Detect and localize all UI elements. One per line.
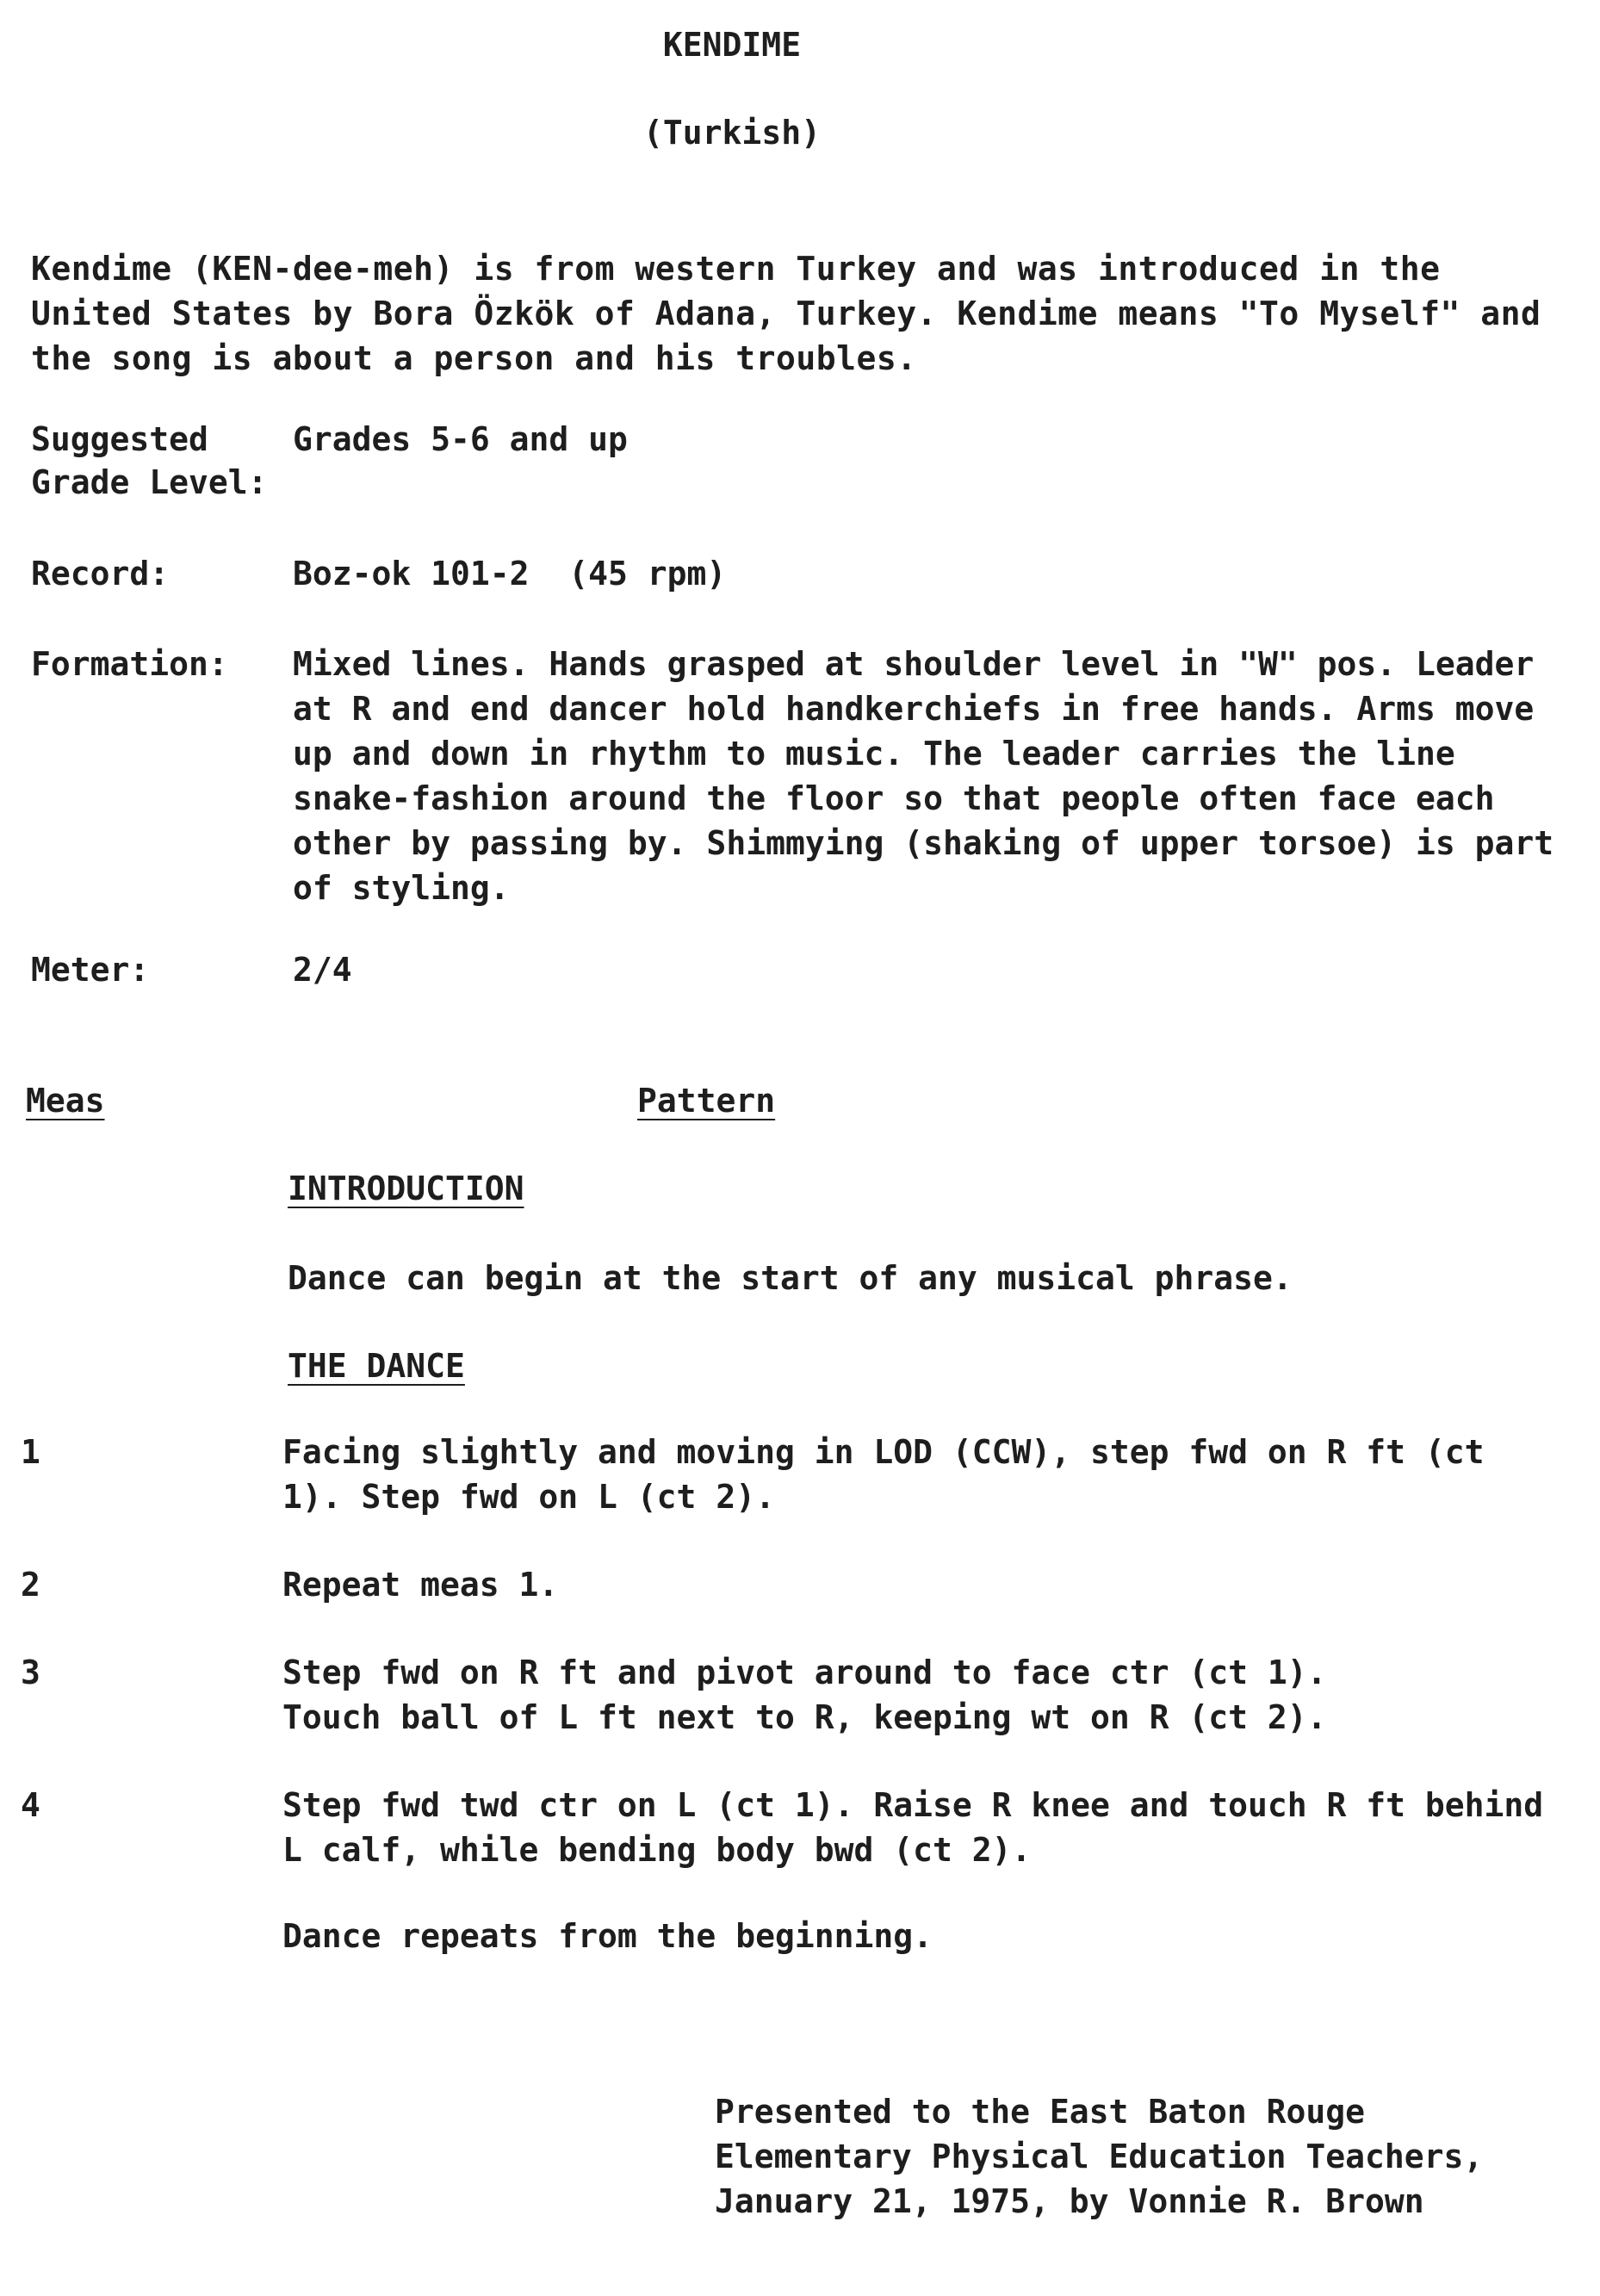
meter-label: Meter: — [31, 951, 150, 989]
step-2-meas: 2 — [21, 1566, 40, 1604]
closing-text: Dance repeats from the beginning. — [282, 1917, 933, 1955]
step-1-text: Facing slightly and moving in LOD (CCW), step fwd on R ft (ct 1). Step fwd on L (ct 2). — [282, 1433, 1485, 1516]
grade-label-line2: Grade Level: — [31, 463, 268, 501]
step-1-meas: 1 — [21, 1433, 40, 1471]
step-4-meas: 4 — [21, 1786, 40, 1824]
step-2-text: Repeat meas 1. — [282, 1566, 559, 1604]
introduction-text: Dance can begin at the start of any musical phrase. — [288, 1259, 1293, 1297]
step-3-text-line2: Touch ball of L ft next to R, keeping wt on R (ct 2). — [282, 1698, 1327, 1736]
formation-label: Formation: — [31, 645, 228, 683]
dance-heading: THE DANCE — [288, 1347, 465, 1385]
introduction-heading: INTRODUCTION — [288, 1170, 524, 1207]
pattern-column-header: Pattern — [637, 1082, 776, 1120]
meas-column-header: Meas — [26, 1082, 105, 1120]
meter-value: 2/4 — [293, 951, 352, 989]
record-value: Boz-ok 101-2 (45 rpm) — [293, 555, 727, 593]
formation-value: Mixed lines. Hands grasped at shoulder level in "W" pos. Leader at R and end dancer hold handkerchiefs in free hands. Arms move up and down in rhythm to music. The leader carries the line snake-fashion around the floor so that people often face each other by passing by. Shimmying (shaking of upper torsoe) is part of styling. — [293, 645, 1554, 907]
grade-value: Grades 5-6 and up — [293, 420, 628, 458]
document-subtitle: (Turkish) — [643, 114, 821, 152]
credit-line2: Elementary Physical Education Teachers, — [715, 2138, 1484, 2175]
record-label: Record: — [31, 555, 170, 593]
step-3-text-line1: Step fwd on R ft and pivot around to face ctr (ct 1). — [282, 1654, 1327, 1691]
grade-label-line1: Suggested — [31, 420, 208, 458]
credit-line1: Presented to the East Baton Rouge — [715, 2093, 1365, 2131]
document-title: KENDIME — [662, 26, 802, 64]
intro-paragraph: Kendime (KEN-dee-meh) is from western Turkey and was introduced in the United States by Bora Özkök of Adana, Turkey. Kendime means "To Myself" and the song is about a person and his troubles. — [31, 250, 1541, 377]
credit-line3: January 21, 1975, by Vonnie R. Brown — [715, 2182, 1424, 2220]
step-3-meas: 3 — [21, 1654, 40, 1691]
step-4-text: Step fwd twd ctr on L (ct 1). Raise R knee and touch R ft behind L calf, while bending body bwd (ct 2). — [282, 1786, 1544, 1869]
